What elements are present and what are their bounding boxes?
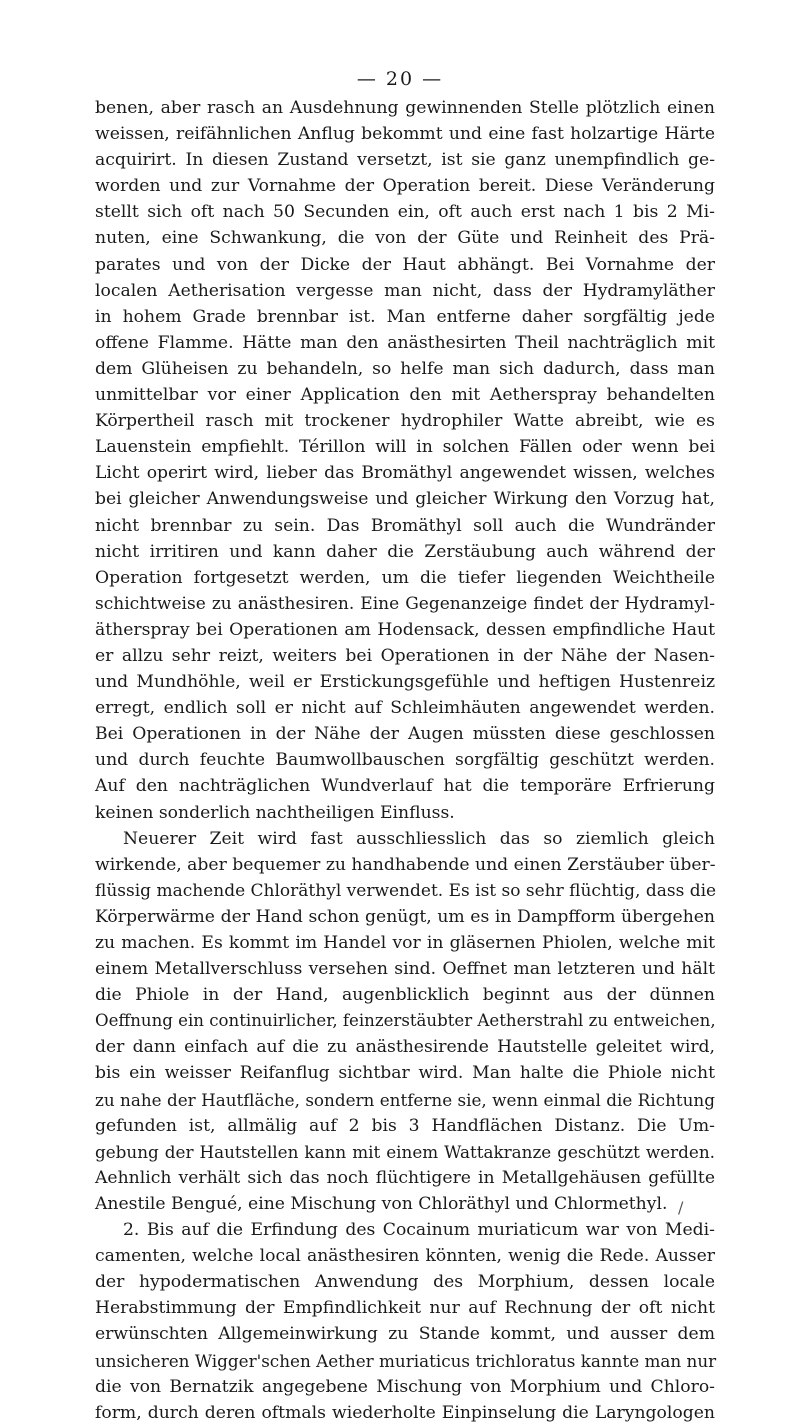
- body-text: [95, 95, 715, 1426]
- text-line: Licht operirt wird, lieber das Bromäthyl angewendet wissen, welches: [95, 463, 715, 484]
- text-line: Operation fortgesetzt werden, um die tiefer liegenden Weichtheile: [95, 567, 715, 588]
- text-line: schichtweise zu anästhesiren. Eine Gegenanzeige findet der Hydramyl-: [95, 593, 715, 614]
- text-line: Neuerer Zeit wird fast ausschliesslich das so ziemlich gleich: [123, 828, 715, 849]
- text-line: worden und zur Vornahme der Operation bereit. Diese Veränderung: [95, 176, 715, 197]
- text-line: gebung der Hautstellen kann mit einem Wattakranze geschützt werden.: [95, 1141, 715, 1162]
- text-line: offene Flamme. Hätte man den anästhesirten Theil nachträglich mit: [95, 332, 715, 353]
- text-line: Lauenstein empfiehlt. Térillon will in solchen Fällen oder wenn bei: [95, 437, 715, 458]
- text-line: weissen, reifähnlichen Anflug bekommt und eine fast holzartige Härte: [95, 124, 715, 145]
- text-line: Körperwärme der Hand schon genügt, um es in Dampfform übergehen: [95, 906, 715, 927]
- text-line: 2. Bis auf die Erfindung des Cocainum muriaticum war von Medi-: [123, 1220, 715, 1241]
- text-line: flüssig machende Chloräthyl verwendet. Es ist so sehr flüchtig, dass die: [95, 880, 717, 901]
- text-line: der hypodermatischen Anwendung des Morphium, dessen locale: [95, 1272, 715, 1293]
- text-line: zu nahe der Hautfläche, sondern entferne sie, wenn einmal die Richtung: [95, 1089, 715, 1110]
- text-line: der dann einfach auf die zu anästhesirende Hautstelle geleitet wird,: [95, 1037, 715, 1058]
- text-line: Anestile Bengué, eine Mischung von Chloräthyl und Chlormethyl.: [95, 1193, 668, 1214]
- margin-mark: /: [678, 1198, 684, 1217]
- text-line: ätherspray bei Operationen am Hodensack, dessen empfindliche Haut: [95, 619, 715, 640]
- text-line: Herabstimmung der Empfindlichkeit nur auf Rechnung der oft nicht: [95, 1298, 715, 1319]
- text-line: nuten, eine Schwankung, die von der Güte und Reinheit des Prä-: [95, 228, 715, 249]
- text-line: localen Aetherisation vergesse man nicht, dass der Hydramyläther: [95, 280, 715, 301]
- text-line: keinen sonderlich nachtheiligen Einfluss.: [95, 802, 455, 823]
- text-line: Aehnlich verhält sich das noch flüchtigere in Metallgehäusen gefüllte: [95, 1167, 715, 1188]
- text-line: unmittelbar vor einer Application den mit Aetherspray behandelten: [95, 385, 715, 406]
- text-line: Oeffnung ein continuirlicher, feinzerstäubter Aetherstrahl zu entweichen,: [95, 1011, 716, 1031]
- text-line: camenten, welche local anästhesiren könnten, wenig die Rede. Ausser: [95, 1246, 715, 1267]
- text-line: einem Metallverschluss versehen sind. Oeffnet man letzteren und hält: [95, 959, 715, 980]
- text-line: bei gleicher Anwendungsweise und gleicher Wirkung den Vorzug hat,: [95, 489, 715, 510]
- text-line: erregt, endlich soll er nicht auf Schleimhäuten angewendet werden.: [95, 698, 715, 719]
- text-line: gefunden ist, allmälig auf 2 bis 3 Handflächen Distanz. Die Um-: [95, 1115, 715, 1136]
- text-line: Bei Operationen in der Nähe der Augen müssten diese geschlossen: [95, 724, 715, 745]
- text-line: Körpertheil rasch mit trockener hydrophiler Watte abreibt, wie es: [95, 411, 715, 432]
- text-line: die Phiole in der Hand, augenblicklich beginnt aus der dünnen: [95, 985, 715, 1006]
- text-line: parates und von der Dicke der Haut abhängt. Bei Vornahme der: [95, 254, 715, 275]
- text-line: nicht irritiren und kann daher die Zerstäubung auch während der: [95, 541, 715, 562]
- text-line: erwünschten Allgemeinwirkung zu Stande kommt, und ausser dem: [95, 1324, 715, 1345]
- text-line: in hohem Grade brennbar ist. Man entferne daher sorgfältig jede: [95, 306, 715, 327]
- page-number: — 20 —: [356, 68, 444, 90]
- text-line: form, durch deren oftmals wiederholte Einpinselung die Laryngologen: [95, 1402, 715, 1423]
- text-line: dem Glüheisen zu behandeln, so helfe man sich dadurch, dass man: [95, 358, 715, 379]
- text-line: die von Bernatzik angegebene Mischung von Morphium und Chloro-: [95, 1376, 715, 1397]
- text-line: acquirirt. In diesen Zustand versetzt, ist sie ganz unempfindlich ge-: [95, 150, 715, 171]
- text-line: und Mundhöhle, weil er Erstickungsgefühle und heftigen Hustenreiz: [95, 672, 715, 693]
- text-line: unsicheren Wigger'schen Aether muriaticus trichloratus kannte man nur: [95, 1350, 717, 1371]
- text-line: bis ein weisser Reifanflug sichtbar wird. Man halte die Phiole nicht: [95, 1063, 715, 1084]
- text-line: er allzu sehr reizt, weiters bei Operationen in der Nähe der Nasen-: [95, 645, 715, 666]
- text-line: zu machen. Es kommt im Handel vor in gläsernen Phiolen, welche mit: [95, 933, 715, 953]
- text-line: stellt sich oft nach 50 Secunden ein, oft auch erst nach 1 bis 2 Mi-: [95, 202, 715, 223]
- text-line: Auf den nachträglichen Wundverlauf hat die temporäre Erfrierung: [95, 776, 715, 797]
- text-line: benen, aber rasch an Ausdehnung gewinnenden Stelle plötzlich einen: [95, 98, 715, 118]
- text-line: und durch feuchte Baumwollbauschen sorgfältig geschützt werden.: [95, 750, 715, 771]
- text-line: nicht brennbar zu sein. Das Bromäthyl soll auch die Wundränder: [95, 515, 715, 536]
- text-line: wirkende, aber bequemer zu handhabende und einen Zerstäuber über-: [95, 854, 716, 875]
